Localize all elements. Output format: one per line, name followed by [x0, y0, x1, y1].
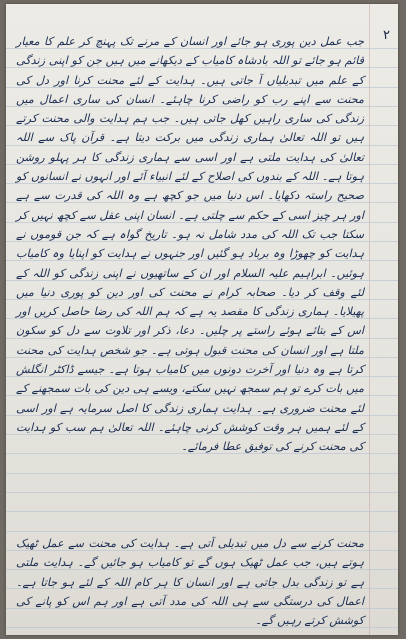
rule-line [6, 492, 398, 493]
handwritten-paragraph-1 [16, 32, 364, 457]
rule-line [6, 511, 398, 512]
paragraph-2-text: محنت کرنے سے دل میں تبدیلی آتی ہے۔ ہدایت کی محنت سے عمل ٹھیک ہوتے ہیں، جب عمل ٹھیک ہوں گے تو کامیاب ہو جائیں گے۔ ہدایت ملتی ہے تو زندگی بدل جاتی ہے اور انسان کا ہر کام اللہ کے لئے ہو جاتا ہے۔ اعمال کی درستگی سے ہی اللہ کی مدد آتی ہے اور ہم اس کو پانے کی کوشش کرتے رہیں گے۔ [16, 537, 364, 628]
page-number: ۲ [383, 28, 390, 43]
margin-line [369, 4, 370, 635]
paragraph-1-text: جب عمل دین پوری ہو جائے اور انسان کے مرنے تک پہنچ کر علم کا معیار قائم ہو جائے تو اللہ بادشاہ کامیاب کے دیکھانے میں ہیں جن کو اپنی زندگی کے علم میں تبدیلیاں آ جاتی ہیں۔ ہدایت کے لئے محنت کرنا اور دل کی محنت سے اپنے رب کو راضی کرنا چاہئے۔ انسان کی ساری اعمال میں زندگی کی ساری راہیں کھل جاتی ہیں۔ جب ہم ہدایت والی محنت کرتے ہیں تو اللہ تعالیٰ ہماری زندگی میں برکت دیتا ہے۔ قرآن پاک سے اللہ تعالیٰ کی ہدایت ملتی ہے اور اسی سے ہماری زندگی کا ہر پہلو روشن ہوتا ہے۔ اللہ کے بندوں کی اصلاح کے لئے انبیاء آئے اور انہوں نے انسانوں کو صحیح راستہ دکھایا۔ اس دنیا میں جو کچھ ہے وہ اللہ کی قدرت سے ہے اور ہر چیز اسی کے حکم سے چلتی ہے۔ انسان اپنی عقل سے کچھ نہیں کر سکتا جب تک اللہ کی مدد شامل نہ ہو۔ تاریخ گواہ ہے کہ جن قوموں نے ہدایت کو چھوڑا وہ برباد ہو گئیں اور جنہوں نے ہدایت کو اپنایا وہ کامیاب ہوئیں۔ ابراہیم علیہ السلام اور ان کے ساتھیوں نے اپنی زندگی کو اللہ کے لئے وقف کر دیا۔ صحابہ کرام نے محنت کی اور دین کو پوری دنیا میں پھیلایا۔ ہماری زندگی کا مقصد یہ ہے کہ ہم اللہ کی رضا حاصل کریں اور اس کے بتائے ہوئے راستے پر چلیں۔ دعا، ذکر اور تلاوت سے دل کو سکون ملتا ہے اور انسان کی محنت قبول ہوتی ہے۔ جو شخص ہدایت کی محنت کرتا ہے وہ دنیا اور آخرت دونوں میں کامیاب ہوتا ہے۔ جیسے ڈاکٹر انگلش میں بات کرے تو ہم سمجھ نہیں سکتے، ویسے ہی دین کی بات سمجھنے کے لئے محنت ضروری ہے۔ ہدایت ہماری زندگی کا اصل سرمایہ ہے اور اسی کے لئے ہمیں ہر وقت کوشش کرنی چاہئے۔ اللہ تعالیٰ ہم سب کو ہدایت کی محنت کرنے کی توفیق عطا فرمائے۔ [16, 35, 364, 454]
rule-line [6, 531, 398, 532]
notebook-page [6, 4, 398, 635]
rule-line [6, 473, 398, 474]
handwritten-paragraph-2 [16, 534, 364, 630]
